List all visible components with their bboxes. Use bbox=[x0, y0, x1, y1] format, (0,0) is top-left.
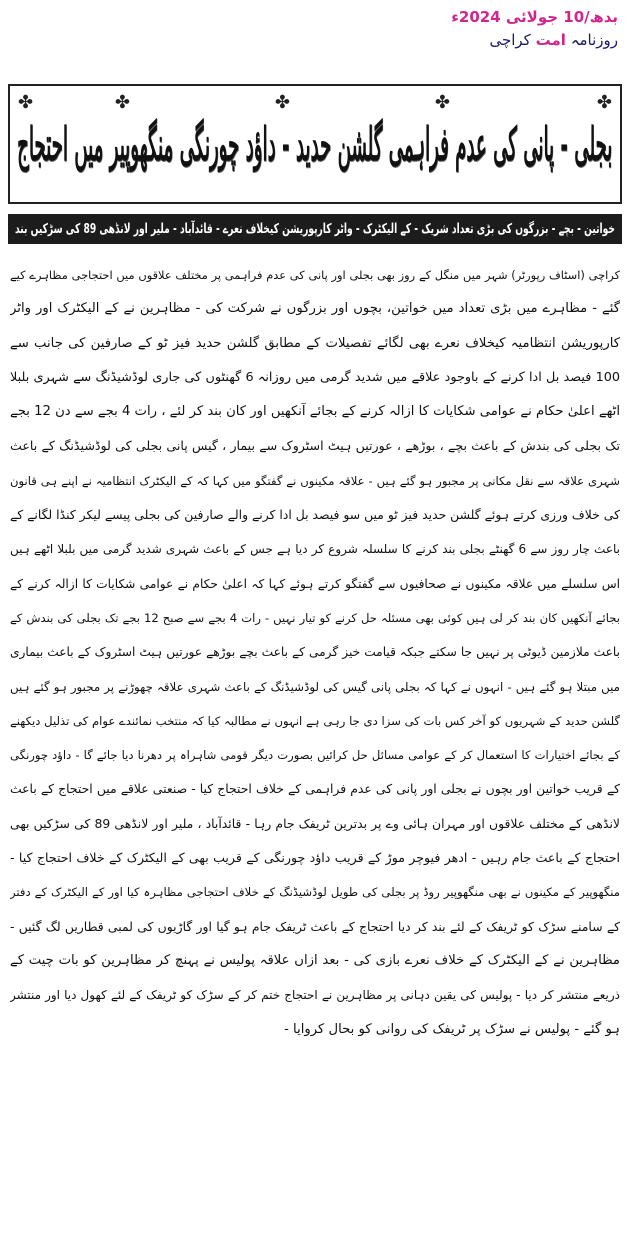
ornament-icon: ✤ bbox=[274, 92, 290, 113]
article-line: بجائے آنکھیں کان بند کر لی ہیں کوئی بھی مسئلہ حل کرنے کو تیار نہیں - رات 4 بجے سے صبح 12 بجے تک بجلی کی بندش کے bbox=[10, 610, 620, 625]
subheadline-bar bbox=[8, 214, 622, 244]
paper-prefix: روزنامہ bbox=[570, 31, 618, 49]
article-line: کے سامنے سڑک کو ٹریفک کے لئے بند کر دیا احتجاج کے باعث ٹریفک جام ہو گیا اور گاڑیوں کی لمبی قطاریں لگ گئیں - bbox=[10, 918, 620, 934]
subheadline: خواتین - بچے - بزرگوں کی بڑی تعداد شریک - کے الیکٹرک - واٹر کارپوریشن کیخلاف نعرے - قائدآباد - ملیر اور لانڈھی 89 کی سڑکیں بند bbox=[15, 221, 615, 237]
paper-title: امت bbox=[535, 31, 566, 49]
ornament-icon: ✤ bbox=[434, 92, 450, 113]
masthead bbox=[368, 6, 618, 58]
article-line: کے قریب خواتین اور بچوں نے بجلی اور پانی کی عدم فراہمی کے خلاف احتجاج کیا - صنعتی علاقے میں احتجاج کے باعث bbox=[10, 781, 620, 797]
article-line: اٹھے اعلیٰ حکام نے عوامی شکایات کا ازالہ کرنے کے بجائے آنکھیں اور کان بند کر لئے ، رات 4 بجے سے دن 12 بجے bbox=[10, 404, 620, 420]
article-line: ہو گئے - پولیس نے سڑک پر ٹریفک کی روانی کو بحال کروایا - bbox=[284, 1021, 620, 1037]
headline-box bbox=[8, 84, 622, 204]
article-line: میں مبتلا ہو گئے ہیں - انہوں نے کہا کہ بجلی پانی گیس کی لوڈشیڈنگ کے باعث شہری علاقہ چھوڑنے پر مجبور ہو گئے ہیں bbox=[10, 679, 620, 694]
article-line: 100 فیصد بل ادا کرنے کے باوجود علاقے میں شدید گرمی میں روزانہ 6 گھنٹوں کی جاری لوڈشیڈنگ سے شہری بلبلا bbox=[10, 369, 620, 385]
article-line: احتجاج کے باعث جام رہیں - ادھر فیوچر موڑ کے قریب داؤد چورنگی کے قریب بھی کے الیکٹرک کے خلاف احتجاج کیا - bbox=[10, 850, 620, 866]
headline: بجلی - پانی کی عدم فراہمی گلشن حدید - داؤد چورنگی منگھوپیر میں احتجاج bbox=[17, 116, 613, 171]
article-line: کراچی (اسٹاف رپورٹر) شہر میں منگل کے روز بھی بجلی اور پانی کی عدم فراہمی پر مختلف علاقوں میں احتجاجی مظاہرے کیے bbox=[10, 268, 620, 282]
paper-city: کراچی bbox=[489, 31, 531, 49]
ornament-icon: ✤ bbox=[596, 92, 612, 113]
article-line: کی خلاف ورزی کرتے ہوئے گلشن حدید فیز ٹو میں سو فیصد بل ادا کرنے والے صارفین کی بجلی پیسے لیکر کنڈا لگانے کے bbox=[10, 507, 620, 523]
article-line: ذریعے منتشر کر دیا - پولیس کی یقین دہانی پر مظاہرین نے احتجاج ختم کر کے سڑک کو ٹریفک کے لئے کھول دیا اور منتشر bbox=[10, 988, 620, 1003]
article-line: شہری علاقہ سے نقل مکانی پر مجبور ہو گئے ہیں - علاقہ مکینوں نے گفتگو میں کہا کہ کے الیکٹرک انتظامیہ نے اپنے ہی قانون bbox=[10, 473, 620, 488]
article-line: کے بجائے اختیارات کا استعمال کر کے عوامی مسائل حل کرائیں بصورت دیگر قومی شاہراہ پر دھرنا دیا جائے گا - داؤد چورنگی bbox=[10, 748, 620, 763]
article-line: باعث ملازمین ڈیوٹی پر نہیں جا سکتے جبکہ قیامت خیز گرمی کے باعث بچے بوڑھے عورتیں ہیٹ اسٹروک کے باعث بیماری bbox=[10, 645, 620, 660]
newspaper-name bbox=[368, 28, 618, 52]
date-line: بدھ/10 جولائی 2024ء bbox=[451, 8, 618, 26]
article-line: لانڈھی کے مختلف علاقوں اور مہران ہائی وے پر بدترین ٹریفک جام رہا - قائدآباد ، ملیر اور لانڈھی 89 کی سڑکیں بھی bbox=[10, 815, 620, 831]
article-body bbox=[10, 258, 620, 1233]
article-line: باعث چار روز سے 6 گھنٹے بجلی بند کرنے کا سلسلہ شروع کر دیا ہے جس کے باعث شہری شدید گرمی میں بلبلا اٹھے ہیں bbox=[10, 542, 620, 557]
ornament-icon: ✤ bbox=[114, 92, 130, 113]
article-line: گلشن حدید کے شہریوں کو آخر کس بات کی سزا دی جا رہی ہے انہوں نے مطالبہ کیا کہ منتخب نمائندے عوام کی تذلیل دیکھنے bbox=[10, 713, 620, 728]
article-line: تک بجلی کی بندش کے باعث بچے ، بوڑھے ، عورتیں ہیٹ اسٹروک سے بیمار ، گیس پانی بجلی کی لوڈشیڈنگ کے باعث bbox=[10, 438, 620, 454]
article-line: گئے - مظاہرے میں بڑی تعداد میں خواتین، بچوں اور بزرگوں نے شرکت کی - مظاہرین نے کے الیکٹرک اور واٹر bbox=[10, 301, 620, 317]
ornament-icon: ✤ bbox=[18, 92, 34, 113]
article-line: منگھوپیر کے مکینوں نے بھی منگھوپیر روڈ پر بجلی کی طویل لوڈشیڈنگ کے خلاف احتجاجی مظاہرہ کیا اور کے الیکٹرک کے دفتر bbox=[10, 885, 620, 900]
article-line: کارپوریشن انتظامیہ کیخلاف نعرے بھی لگائے تفصیلات کے مطابق گلشن حدید فیز ٹو کے صارفین کی جانب سے bbox=[10, 335, 620, 351]
article-line: اس سلسلے میں علاقہ مکینوں نے صحافیوں سے گفتگو کرتے ہوئے کہا کہ اعلیٰ حکام نے عوامی شکایات کا ازالہ کرنے کے bbox=[10, 576, 620, 591]
article-line: مظاہرین نے کے الیکٹرک کے خلاف نعرے بازی کی - بعد ازاں علاقہ پولیس نے پہنچ کر مظاہرین کو بات چیت کے bbox=[10, 952, 620, 968]
